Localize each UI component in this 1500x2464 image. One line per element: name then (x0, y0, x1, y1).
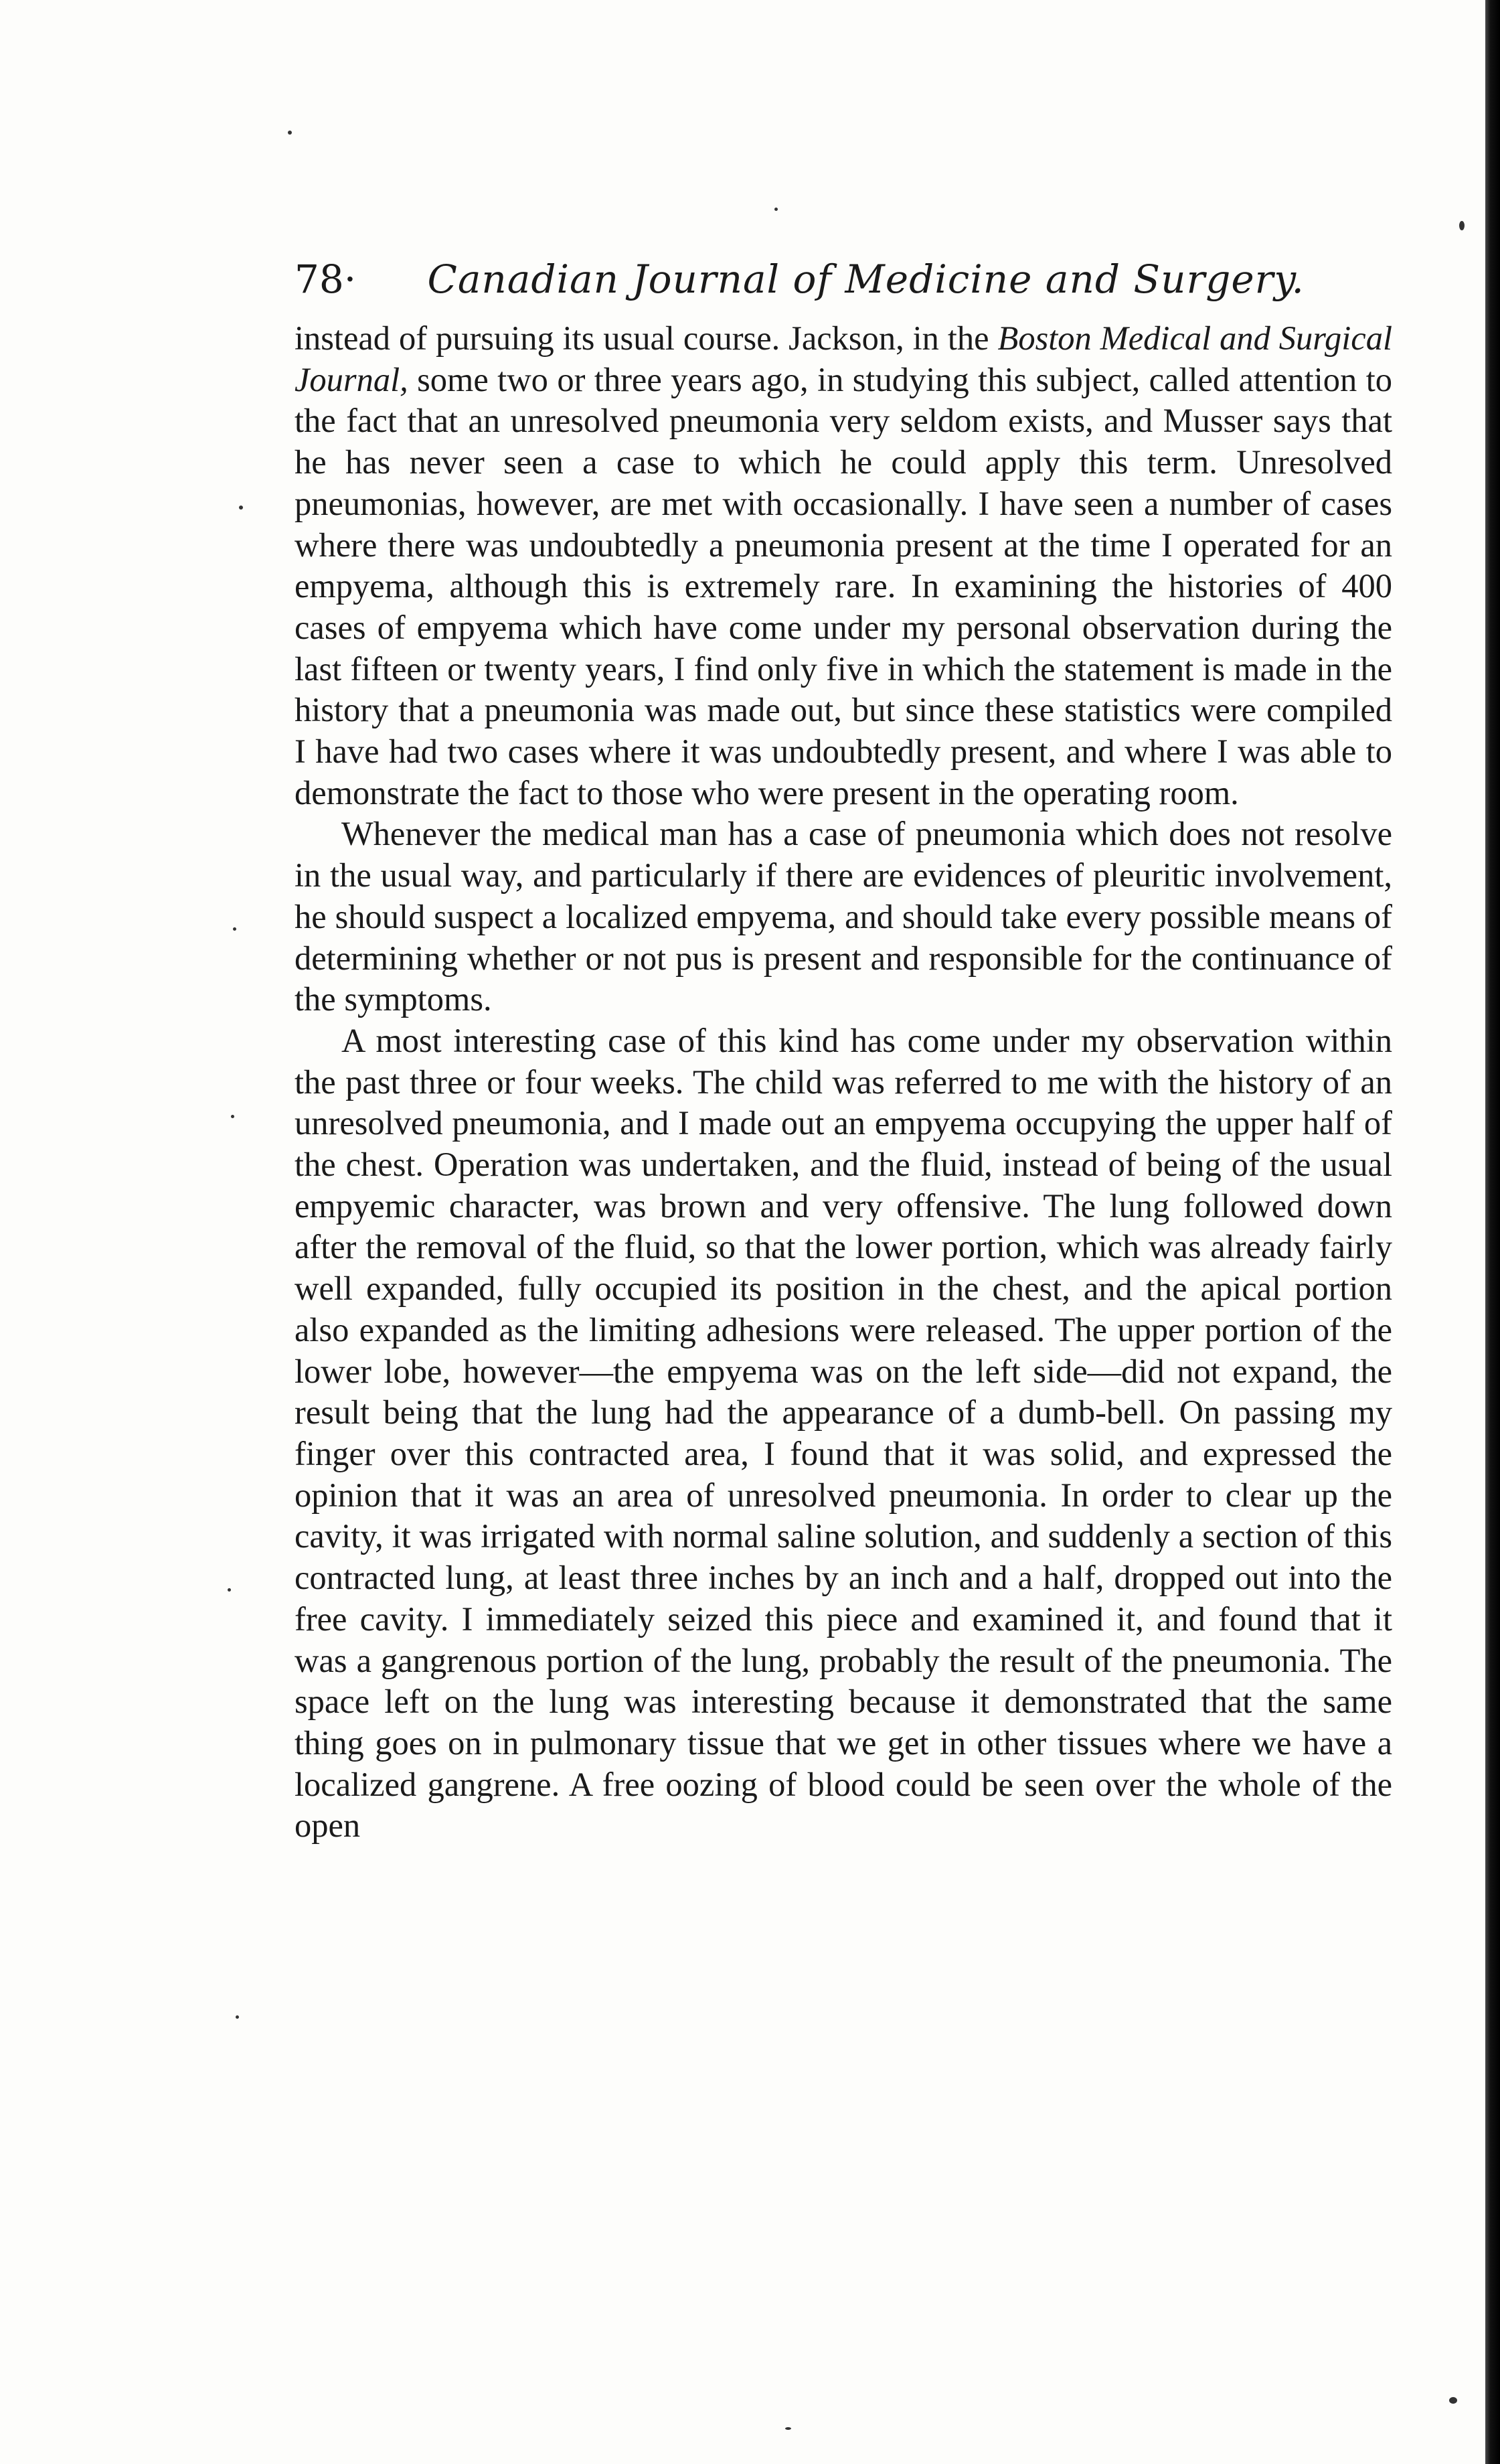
paragraph-text: some two or three years ago, in studying this subject, called attention to the fact that an unresolved pneumonia very seldom exists, and Musser says that he has never seen a case to which he could apply this term. Unresolved pneumonias, however, are met with occasionally. I have seen a number of cases where there was undoubtedly a pneumonia present at the time I operated for an empyema, although this is extremely rare. In examining the histories of 400 cases of empyema which have come under my personal observation during the last fifteen or twenty years, I find only five in which the statement is made in the history that a pneumonia was made out, but since these statistics were compiled I have had two cases where it was undoubtedly present, and where I was able to demonstrate the fact to those who were present in the operating room. (295, 360, 1392, 812)
paragraph-text: Whenever the medical man has a case of pneumonia which does not resolve in the usual way, and particularly if there are evidences of pleuritic involvement, he should suspect a localized empyema, and should take every possible means of determining whether or not pus is present and responsible for the continuance of the symptoms. (295, 815, 1392, 1018)
scan-speck (231, 1115, 234, 1118)
page-binding-edge (1485, 0, 1500, 2464)
scan-speck (288, 131, 292, 135)
scan-speck (1449, 2397, 1457, 2404)
running-title: Canadian Journal of Medicine and Surgery. (427, 256, 1305, 302)
scan-speck (239, 506, 243, 510)
italic-citation: Boston Medical and Surgical Journal, (295, 319, 1393, 398)
scan-speck (1459, 221, 1465, 230)
scan-speck (774, 208, 778, 211)
article-body (295, 318, 1392, 1847)
paragraph (295, 318, 1392, 814)
paragraph (295, 1020, 1392, 1847)
page-header (295, 249, 1392, 309)
paragraph-text: instead of pursuing its usual course. Jackson, in the (295, 319, 998, 357)
scan-speck (233, 927, 236, 931)
scan-speck (236, 2015, 239, 2019)
scan-speck (785, 2427, 791, 2430)
paragraph (295, 814, 1392, 1020)
paragraph-text: A most interesting case of this kind has come under my observation within the past three or four weeks. The child was referred to me with the history of an unresolved pneumonia, and I made out an empyema occupying the upper half of the chest. Operation was undertaken, and the fluid, instead of being of the usual empyemic character, was brown and very offensive. The lung followed down after the removal of the fluid, so that the lower portion, which was already fairly well expanded, fully occupied its position in the chest, and the apical portion also expanded as the limiting adhesions were released. The upper portion of the lower lobe, however—the empyema was on the left side—did not expand, the result being that the lung had the appearance of a dumb-bell. On passing my finger over this contracted area, I found that it was solid, and expressed the opinion that it was an area of unresolved pneumonia. In order to clear up the cavity, it was irrigated with normal saline solution, and suddenly a section of this contracted lung, at least three inches by an inch and a half, dropped out into the free cavity. I immediately seized this piece and examined it, and found that it was a gangrenous portion of the lung, probably the result of the pneumonia. The space left on the lung was interesting because it demonstrated that the same thing goes on in pulmonary tissue that we get in other tissues where we have a localized gangrene. A free oozing of blood could be seen over the whole of the open (295, 1021, 1392, 1845)
scan-speck (228, 1588, 231, 1592)
page-number: 78· (295, 256, 357, 302)
